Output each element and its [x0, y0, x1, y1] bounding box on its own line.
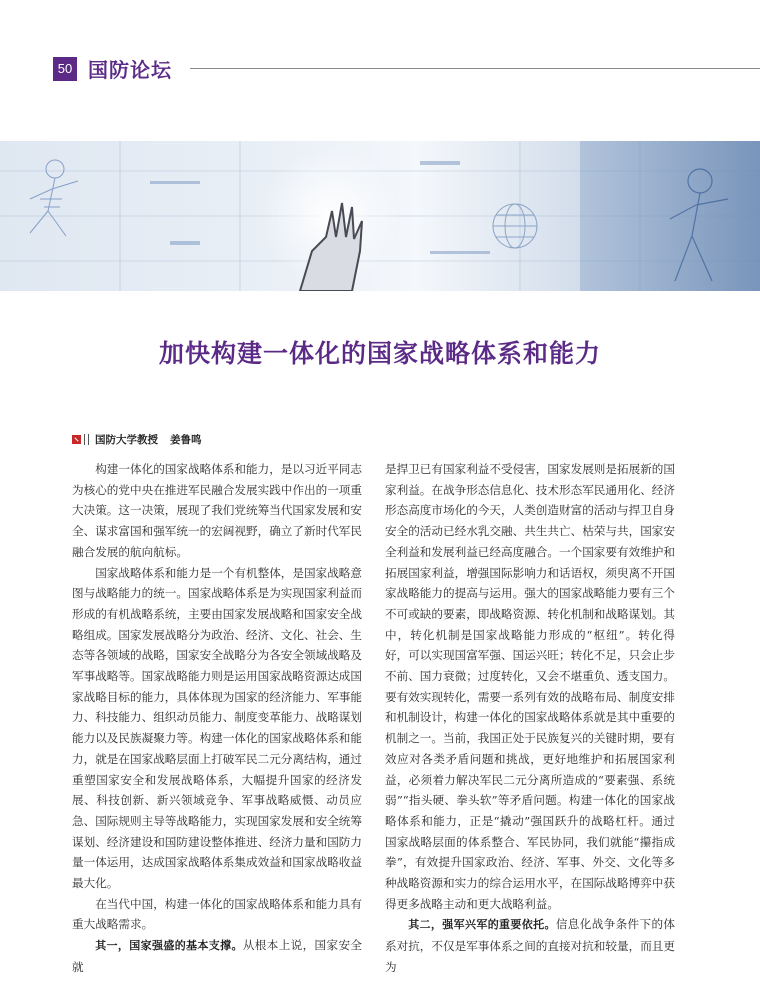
right-column	[385, 459, 675, 978]
separator-bars	[84, 434, 89, 445]
point-heading: 其二，强军兴军的重要依托。	[408, 918, 556, 932]
left-column	[72, 459, 362, 978]
paragraph-text: 信息化战争条件下的体系对抗，不仅是军事体系之间的直接对抗和较量，而且更为	[385, 917, 675, 974]
red-square-icon	[72, 435, 81, 444]
paragraph: 在当代中国，构建一体化的国家战略体系和能力具有重大战略需求。	[72, 896, 362, 932]
banner-image	[0, 141, 760, 291]
point-heading: 其一，国家强盛的基本支撑。	[95, 939, 243, 953]
author-name: 姜鲁鸣	[170, 433, 202, 446]
paragraph	[72, 935, 362, 977]
paragraph: 构建一体化的国家战略体系和能力，是以习近平同志为核心的党中央在推进军民融合发展实践中作出的一项重大决策。这一决策，展现了我们党统筹当代国家发展和安全、谋求富国和强军统一的宏阔视野，确立了新时代军民融合发展的航向航标。	[72, 462, 362, 559]
article-title: 加快构建一体化的国家战略体系和能力	[158, 339, 601, 368]
section-title: 国防论坛	[88, 58, 172, 82]
paragraph: 是捍卫已有国家利益不受侵害，国家发展则是拓展新的国家利益。在战争形态信息化、技术形态军民通用化、经济形态高度市场化的今天，人类创造财富的活动与捍卫自身安全的活动已经水乳交融、共生共亡、枯荣与共，国家安全利益和发展利益已经高度融合。一个国家要有效维护和拓展国家利益，增强国际影响力和话语权，须臾离不开国家战略能力的提高与运用。强大的国家战略能力要有三个不可或缺的要素，即战略资源、转化机制和战略谋划。其中，转化机制是国家战略能力形成的“枢纽”。转化得好，可以实现国富军强、国运兴旺；转化不足，只会止步不前、国力衰微；过度转化，又会不堪重负、透支国力。要有效实现转化，需要一系列有效的战略布局、制度安排和机制设计，构建一体化的国家战略体系就是其中重要的机制之一。当前，我国正处于民族复兴的关键时期，要有效应对各类矛盾问题和挑战，更好地维护和拓展国家利益，必须着力解决军民二元分离所造成的“要素强、系统弱”“指头硬、拳头软”等矛盾问题。构建一体化的国家战略体系和能力，正是“撬动”强国跃升的战略杠杆。通过国家战略层面的体系整合、军民协同，我们就能“攥指成拳”，有效提升国家政治、经济、军事、外交、文化等多种战略资源和实力的综合运用水平，在国际战略博弈中获得更多战略主动和更大战略利益。	[385, 462, 675, 911]
banner-artwork	[0, 141, 760, 291]
paragraph: 国家战略体系和能力是一个有机整体，是国家战略意图与战略能力的统一。国家战略体系是为实现国家利益而形成的有机战略系统，主要由国家发展战略和国家安全战略组成。国家发展战略分为政治、经济、文化、社会、生态等各领域的战略，国家安全战略分为各安全领域战略及军事战略等。国家战略能力则是运用国家战略资源达成国家战略目标的能力，具体体现为国家的经济能力、军事能力、科技能力、组织动员能力、制度变革能力、战略谋划能力以及民族凝聚力等。构建一体化的国家战略体系和能力，就是在国家战略层面上打破军民二元分离结构，通过重塑国家安全和发展战略体系，大幅提升国家的经济发展、科技创新、新兴领域竞争、军事战略威慑、动员应急、国际规则主导等战略能力，实现国家发展和安全统筹谋划、经济建设和国防建设整体推进、经济力量和国防力量一体运用，达成国家战略体系集成效益和国家战略收益最大化。	[72, 565, 362, 891]
author-line	[72, 432, 202, 446]
page-number: 50	[53, 57, 77, 81]
author-affiliation: 国防大学教授	[95, 433, 158, 446]
paragraph	[385, 914, 675, 977]
header-divider	[190, 68, 760, 69]
paragraph-text: 从根本上说，国家安全就	[72, 938, 362, 974]
